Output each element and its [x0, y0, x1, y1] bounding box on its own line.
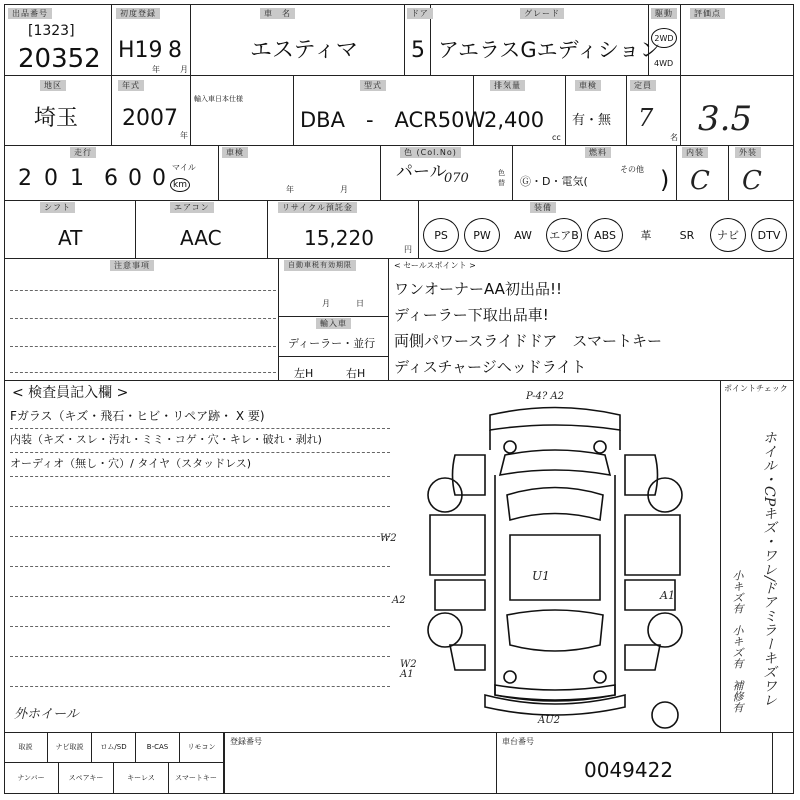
color-value: パール [396, 162, 447, 182]
footer-cell: ロム/SD [92, 732, 136, 762]
footer-cell: ナンバー [4, 763, 59, 793]
drive-4wd: 4WD [654, 59, 674, 68]
label-fuel: 燃料 [585, 147, 611, 158]
label-grade: グレード [520, 8, 564, 19]
label-notes: 注意事項 [110, 260, 154, 271]
label-shift: シフト [40, 202, 75, 213]
label-model: 型式 [360, 80, 386, 91]
label-model-year: 年式 [118, 80, 144, 91]
mark-left2: A2 [392, 595, 406, 606]
label-drive: 駆動 [651, 8, 677, 19]
drive-2wd: 2WD [651, 28, 677, 48]
label-doors: ドア [407, 8, 433, 19]
bottom-note: 外ホイール [14, 707, 79, 722]
mileage-digit-5: 0 [128, 166, 142, 191]
mark-left: W2 [380, 533, 397, 544]
side-note: ホイル・CPキズ・ワレ/ドアミラーキズワレ [761, 430, 777, 707]
car-diagram [395, 395, 715, 735]
mileage-km: km [170, 178, 190, 192]
mark-bottom: AU2 [538, 715, 561, 726]
inspector-line-1: Fガラス（キズ・飛石・ヒビ・リペア跡・ X 要) [10, 409, 265, 423]
sales-point-4: ディスチャージヘッドライト [394, 358, 587, 376]
footer-cell: リモコン [180, 732, 224, 762]
chassis-number: 0049422 [584, 758, 674, 782]
sales-point-1: ワンオーナーAA初出品!! [394, 280, 562, 298]
equipment-list [420, 218, 792, 254]
equipment-AW: AW [514, 228, 532, 242]
equipment-ナビ: ナビ [710, 218, 746, 252]
mileage-digit-1: 2 [18, 166, 32, 191]
equipment-エアB: エアB [546, 218, 582, 252]
aircon-value: AAC [180, 226, 222, 250]
mark-bottom-left: W2 A1 [400, 659, 417, 680]
footer-cell: スマートキー [169, 763, 224, 793]
shift-value: AT [58, 226, 83, 250]
model-year-value: 2007 [122, 106, 178, 131]
mark-top: P-4? A2 [526, 391, 565, 402]
car-name-value: エスティマ [250, 38, 358, 63]
mileage-digit-6: 0 [152, 166, 166, 191]
exterior-value: C [742, 166, 762, 196]
label-import: 輸入車 [316, 318, 351, 329]
label-tax: 自動車税有効期限 [284, 260, 356, 271]
mileage-digit-4: 6 [104, 166, 118, 191]
grade-value: アエラスGエディション [438, 38, 661, 62]
inspector-line-2: 内装（キズ・スレ・汚れ・ミミ・コゲ・穴・キレ・破れ・剥れ) [10, 433, 322, 446]
equipment-ABS: ABS [587, 218, 623, 252]
color-change-label: 色替 [498, 169, 505, 187]
left-handle: 左H [294, 367, 314, 380]
label-sales-points: < セールスポイント > [394, 261, 476, 270]
mark-right: A1 [660, 589, 675, 602]
lot-number: 20352 [18, 44, 101, 74]
first-reg-year-unit: 年 [152, 65, 160, 74]
label-color: 色 (Col.No) [400, 147, 461, 158]
fuel-value: Ⓖ・D・電気( [520, 175, 588, 188]
inspector-line-3: オーディオ（無し・穴）/ タイヤ（スタッドレス) [10, 457, 252, 470]
equipment-SR: SR [679, 228, 695, 242]
equipment-革: 革 [640, 229, 652, 242]
label-equipment: 装備 [530, 202, 556, 213]
shaken-month-unit: 月 [340, 185, 348, 194]
footer-cell: キーレス [114, 763, 169, 793]
displacement-value: 2,400 [484, 108, 545, 132]
equipment-PS: PS [423, 218, 459, 252]
score-value: 3.5 [698, 99, 753, 139]
equipment-DTV: DTV [751, 218, 787, 252]
capacity-value: 7 [638, 104, 654, 132]
color-code: 070 [444, 171, 469, 186]
mileage-mile: マイル [172, 163, 196, 172]
shaken-value: 有・無 [572, 113, 612, 128]
tax-day: 日 [356, 299, 364, 308]
doors-value: 5 [411, 38, 425, 63]
label-exterior: 外装 [735, 147, 761, 158]
recycle-fee-value: 15,220 [304, 226, 374, 250]
sales-point-2: ディーラー下取出品車! [394, 306, 549, 324]
shaken-year-unit: 年 [286, 185, 294, 194]
area-value: 埼玉 [34, 106, 79, 131]
interior-value: C [690, 166, 710, 196]
footer-cell: ナビ取説 [48, 732, 92, 762]
first-reg-era-year: H19 [118, 38, 163, 63]
label-first-reg: 初度登録 [116, 8, 160, 19]
label-chassis: 車台番号 [502, 737, 534, 746]
fuel-other: その他 [620, 165, 644, 174]
sales-point-3: 両側パワースライドドア スマートキー [394, 332, 663, 350]
first-reg-month: 8 [168, 38, 182, 63]
handle-box-value: ディーラー・並行 [288, 337, 376, 350]
lot-bracket: [1323] [28, 23, 75, 39]
mileage-digit-3: 1 [70, 166, 84, 191]
equipment-PW: PW [464, 218, 500, 252]
import-note: 輸入車日本仕様 [194, 95, 243, 103]
label-displacement: 排気量 [490, 80, 525, 91]
tax-month: 月 [322, 299, 330, 308]
label-shaken: 車検 [575, 80, 601, 91]
label-shaken-expiry: 車検 [222, 147, 248, 158]
footer-cell: 取説 [4, 732, 48, 762]
mileage-digit-2: 0 [44, 166, 58, 191]
label-car-name: 車 名 [260, 8, 295, 19]
recycle-fee-unit: 円 [404, 245, 412, 254]
mark-center: U1 [532, 569, 550, 583]
label-extra: ポイントチェック [724, 384, 788, 393]
label-recycle-fee: リサイクル預託金 [278, 202, 357, 213]
footer-checklist [4, 732, 224, 794]
label-area: 地区 [40, 80, 66, 91]
model-value: DBA - ACR50W [300, 108, 486, 132]
side-note-2: 小キズ有 小キズ有 補修有 [731, 570, 744, 713]
displacement-unit: cc [552, 133, 561, 142]
model-year-unit: 年 [180, 131, 188, 140]
label-capacity: 定員 [630, 80, 656, 91]
capacity-unit: 名 [670, 133, 678, 142]
label-interior: 内装 [682, 147, 708, 158]
label-reg-no: 登録番号 [230, 737, 262, 746]
footer-cell: スペアキー [59, 763, 114, 793]
label-mileage: 走行 [70, 147, 96, 158]
label-exhibit-no: 出品番号 [8, 8, 52, 19]
inspector-title: < 検査員記入欄 > [12, 385, 129, 401]
right-handle: 右H [346, 367, 366, 380]
first-reg-month-unit: 月 [180, 65, 188, 74]
footer-cell: B-CAS [136, 732, 180, 762]
label-score: 評価点 [690, 8, 725, 19]
label-aircon: エアコン [170, 202, 214, 213]
